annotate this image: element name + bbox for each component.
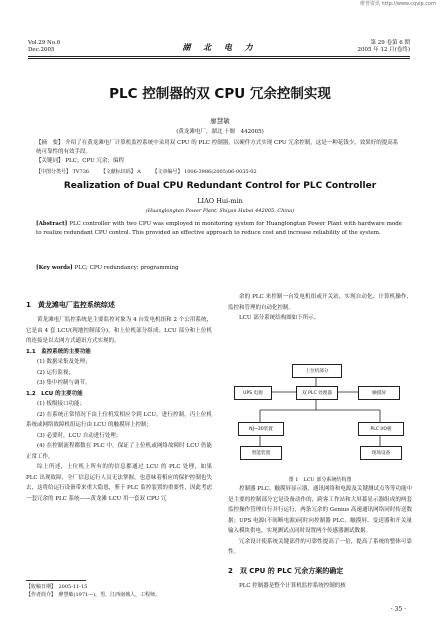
author-cn: 廖慧敏 — [210, 117, 230, 125]
received-date: 【收稿日期】 2005-11-15 — [26, 584, 88, 590]
header-date-line: Dec.2005 — [28, 47, 55, 53]
header-rule-thin — [28, 58, 410, 59]
paragraph: 控制器 PLC、触摸屏显示器、通讯网络和电源及关键测试点等等功能中是主要的控制部分它是设备动作的，跨客工作站和大屏幕显示器组成的两套监控操作管理自行并行运行，两条冗余的 Genius 高速通讯网络同时传送数据；UPS 电源(不间断电源)同时向控制器 PLC、触摸屏、变送器和开关量输入模块供电，实现测试点同时设置两个传感器测试数据。 — [228, 486, 412, 534]
list-item: (1) 板级接口功能； — [37, 401, 86, 407]
box-nj30-device: NJ~30装置 — [238, 422, 284, 436]
paragraph: (2) 在系统正常情况下由上位机发相应令到 LCU，进行控制，丙上位机系统或网络故障机组运行由 LCU 的触摸屏上控制； — [26, 411, 212, 428]
paragraph: 综上所述，上位机上所有的的信息都通过 LCU 的 PLC 处理，如果 PLC 出现故障，全厂信息运行人员无法掌握，也意味着相应的保护控制也失去，这将给运行设备带来重大隐患，鉴于 PLC 监控装置的重要性，因此考虑一套冗余的 PLC 系统——黄龙滩 LCU 用一套双 CPU 冗 — [26, 464, 212, 502]
section-heading-2: 2 双 CPU 的 PLC 冗余方案的确定 — [228, 566, 344, 575]
paragraph: PLC 控制器是整个计算机监控系统控制的核 — [239, 582, 346, 589]
figure-caption: 图 1 LCU 部分系统结构图 — [288, 477, 352, 483]
subsection-heading: 1.1 监控系统的主要功能 — [26, 348, 91, 355]
page-number: · 35 · — [390, 606, 406, 613]
abstract-en — [36, 220, 402, 238]
paragraph: LCU 部分系统结构图如下所示。 — [239, 315, 320, 321]
abstract-cn: 【摘 要】 介绍了在黄龙滩电厂计算机监控系统中采用双 CPU 的 PLC 控制器，以硬件方式实现 CPU 冗余控制，这是一种花钱少，效果好的提高系统可靠性的有效手段。 — [36, 140, 399, 155]
list-item: (1) 数据采集及处理； — [37, 359, 91, 365]
watermark: 维普资讯 http://www.cqvip.com — [359, 1, 436, 7]
article-number: 【文章编号】 1006-3986(2005)06-0035-02 — [152, 169, 257, 175]
abstract-en-label: [Abstract] — [36, 221, 68, 227]
keywords-en — [36, 265, 179, 271]
author-bio: 【作者简介】 廖慧敏(1971—)，男，江西南城人，工程师。 — [26, 592, 161, 598]
document-code: 【文献标识码】 A — [100, 169, 141, 175]
abstract-en-text: PLC controller with two CPU was employed in monitoring system for Huanglongtan Power Plant with hardware mode to realize redundant CPU control. This provided an effective approach to reduce cost and increase reliability of the system. — [36, 221, 402, 237]
left-column — [26, 292, 212, 504]
article-title-cn: PLC 控制器的双 CPU 冗余控制实现 — [109, 86, 331, 102]
paragraph: (4) 在控制流程都数在 PLC 中，保证了上位机或网络故障时 LCU 仍能正常工作。 — [26, 443, 212, 460]
subsection-heading: 1.2 LCU 的主要功能 — [26, 390, 83, 397]
paragraph: 余的 PLC 来控制一台发电机组或开关站，实现自动化、计算机操作、监控和管理的自动化控制。 — [228, 294, 412, 311]
keywords-en-label: [Key words] — [36, 265, 73, 271]
footnote — [26, 583, 216, 599]
header-issue-line: 第 29 卷第 6 期 — [370, 40, 410, 46]
lcu-structure-diagram — [230, 362, 408, 472]
box-plc-io: PLC I/O板 — [358, 422, 404, 436]
list-item: (3) 必要时，LCU 自动进行处理； — [37, 432, 122, 439]
right-column — [228, 292, 412, 324]
right-column-lower — [228, 484, 412, 591]
list-item: (2) 运行监视； — [37, 369, 75, 376]
list-item: (3) 集中控制与调节。 — [37, 380, 91, 386]
footnote-rule — [26, 580, 86, 581]
affiliation-cn: (黄龙滩电厂，湖北 十堰 442005) — [176, 129, 264, 135]
affiliation-en: (Huanglongtan Power Plant, Shiyan Hubei 442005, China) — [145, 208, 295, 214]
box-touch-screen: 触摸屏 — [358, 386, 400, 400]
header-rule — [28, 56, 410, 57]
paragraph: 冗余设计使系统关键部件的可靠性提高了一倍，提高了系统的整体可靠性。 — [228, 538, 412, 555]
article-title-en: Realization of Dual CPU Redundant Control for PLC Controller — [63, 181, 377, 191]
box-smart-device: 智能装置 — [240, 446, 282, 460]
box-dual-plc: 双 PLC 处理器 — [296, 386, 338, 400]
keywords-cn: 【关键词】 PLC；CPU 冗余；编程 — [36, 158, 125, 164]
classification-row — [36, 168, 267, 175]
header-issue-date: 2005 年 12 月(卷终) — [357, 47, 410, 53]
box-host-computer: 上位机部分 — [292, 364, 342, 378]
header-issue — [357, 40, 410, 54]
keywords-en-text: PLC; CPU redundancy; programming — [74, 265, 179, 271]
box-ups-power: UPS 电源 — [234, 386, 272, 400]
box-field-equipment: 现场设备 — [360, 446, 402, 460]
header-volume-line: Vol.29 No.6 — [28, 40, 61, 46]
paragraph: 黄龙滩电厂监控系统是主要监控对象为 4 台发电机组和 2 个公用系统，它是由 4 套 LCU(现地控制部分)，和上位机部分组成；LCU 部分和上位机的连接是以太网方式通讯方式实现的。 — [26, 317, 212, 344]
clc-number: 【中图分类号】 TV736 — [36, 169, 90, 175]
journal-name: 湖 北 电 力 — [182, 42, 258, 52]
section-heading-1: 1 黄龙滩电厂监控系统综述 — [26, 301, 115, 309]
author-en: LIAO Hui-min — [197, 197, 243, 205]
